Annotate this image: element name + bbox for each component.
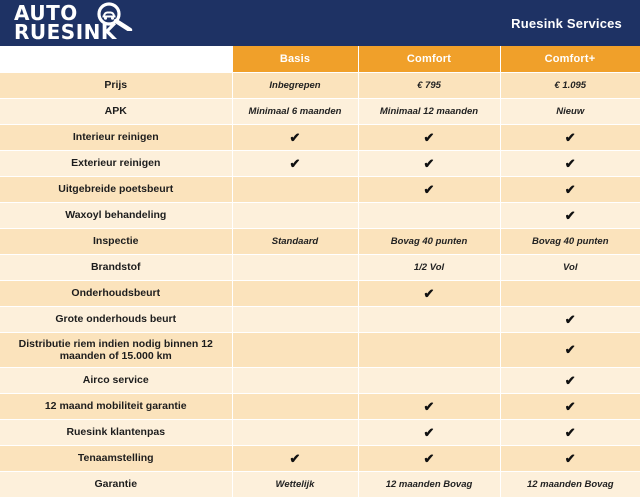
table-row <box>0 368 640 394</box>
table-cell <box>232 99 358 125</box>
row-label-text: Tenaamstelling <box>77 452 154 465</box>
table-cell <box>500 394 640 420</box>
check-icon: ✔ <box>289 129 301 145</box>
page-title: Ruesink Services <box>511 15 622 31</box>
table-row <box>0 333 640 368</box>
cell-value: Wettelijk <box>275 479 315 490</box>
table-cell <box>358 125 500 151</box>
table-cell <box>358 333 500 368</box>
row-label <box>0 333 232 368</box>
table-cell <box>358 229 500 255</box>
row-label <box>0 368 232 394</box>
table-cell <box>500 177 640 203</box>
check-icon: ✔ <box>423 129 435 145</box>
table-cell <box>500 203 640 229</box>
header-cell-comfort: Comfort <box>358 46 500 73</box>
row-label-text: Distributie riem indien nodig binnen 12 maanden of 15.000 km <box>18 337 213 362</box>
table-cell <box>358 368 500 394</box>
table-cell <box>358 307 500 333</box>
table-row <box>0 255 640 281</box>
row-label <box>0 151 232 177</box>
row-label <box>0 125 232 151</box>
table-cell <box>232 333 358 368</box>
table-row <box>0 99 640 125</box>
cell-value: Vol <box>563 262 578 273</box>
check-icon: ✔ <box>423 424 435 440</box>
row-label <box>0 307 232 333</box>
page-header <box>0 0 640 46</box>
cell-value: 12 maanden Bovag <box>526 479 614 490</box>
table-cell <box>500 125 640 151</box>
header-cell-comfort-plus: Comfort+ <box>500 46 640 73</box>
header-cell-blank <box>0 46 232 73</box>
table-row <box>0 203 640 229</box>
cell-value: € 1.095 <box>554 80 587 91</box>
cell-value: 1/2 Vol <box>413 262 445 273</box>
table-cell <box>232 472 358 498</box>
check-icon: ✔ <box>289 450 301 466</box>
table-row <box>0 281 640 307</box>
row-label-text: APK <box>104 105 127 118</box>
table-cell <box>358 446 500 472</box>
table-cell <box>232 229 358 255</box>
table-cell <box>358 394 500 420</box>
table-row <box>0 420 640 446</box>
table-cell <box>358 281 500 307</box>
table-cell <box>500 255 640 281</box>
row-label-text: Garantie <box>94 478 138 491</box>
table-row <box>0 73 640 99</box>
table-cell <box>500 333 640 368</box>
check-icon: ✔ <box>423 398 435 414</box>
table-cell <box>358 151 500 177</box>
check-icon: ✔ <box>564 155 576 171</box>
table-cell <box>232 125 358 151</box>
table-cell <box>500 420 640 446</box>
header-cell-basis: Basis <box>232 46 358 73</box>
table-cell <box>358 177 500 203</box>
table-row <box>0 307 640 333</box>
table-cell <box>232 368 358 394</box>
table-row <box>0 177 640 203</box>
row-label-text: Waxoyl behandeling <box>65 209 167 222</box>
row-label-text: Ruesink klantenpas <box>66 426 166 439</box>
cell-value: Inbegrepen <box>269 80 321 91</box>
magnifier-car-icon <box>90 1 134 31</box>
services-comparison-table <box>0 46 640 498</box>
table-cell <box>500 307 640 333</box>
table-cell <box>232 307 358 333</box>
check-icon: ✔ <box>564 342 576 357</box>
cell-value: Standaard <box>271 236 319 247</box>
table-cell <box>500 368 640 394</box>
table-cell <box>232 177 358 203</box>
cell-value: Bovag 40 punten <box>390 236 468 247</box>
check-icon: ✔ <box>423 450 435 466</box>
row-label <box>0 281 232 307</box>
table-header-row <box>0 46 640 73</box>
row-label <box>0 446 232 472</box>
table-cell <box>232 446 358 472</box>
table-row <box>0 151 640 177</box>
table-cell <box>500 472 640 498</box>
table-cell <box>232 73 358 99</box>
check-icon: ✔ <box>423 155 435 171</box>
table-cell <box>500 73 640 99</box>
cell-value: 12 maanden Bovag <box>385 479 473 490</box>
check-icon: ✔ <box>423 181 435 197</box>
table-cell <box>232 151 358 177</box>
check-icon: ✔ <box>564 372 576 388</box>
row-label-text: Uitgebreide poetsbeurt <box>58 183 174 196</box>
row-label-text: 12 maand mobiliteit garantie <box>44 400 187 413</box>
table-row <box>0 472 640 498</box>
logo-line-2: RUESINK <box>14 20 117 44</box>
table-cell <box>500 446 640 472</box>
table-cell <box>500 99 640 125</box>
check-icon: ✔ <box>564 311 576 327</box>
table-cell <box>500 281 640 307</box>
cell-value: Nieuw <box>556 106 585 117</box>
cell-value: Minimaal 6 maanden <box>248 106 342 117</box>
table-cell <box>232 281 358 307</box>
row-label-text: Brandstof <box>90 261 141 274</box>
row-label <box>0 255 232 281</box>
row-label-text: Airco service <box>82 374 149 387</box>
table-cell <box>232 420 358 446</box>
table-row <box>0 125 640 151</box>
table-cell <box>500 229 640 255</box>
table-cell <box>232 394 358 420</box>
row-label <box>0 177 232 203</box>
cell-value: Minimaal 12 maanden <box>379 106 479 117</box>
table-body <box>0 73 640 498</box>
check-icon: ✔ <box>564 398 576 414</box>
table-cell <box>358 420 500 446</box>
table-cell <box>500 151 640 177</box>
row-label-text: Onderhoudsbeurt <box>71 287 161 300</box>
comparison-table-container <box>0 46 640 498</box>
row-label-text: Interieur reinigen <box>72 131 159 144</box>
row-label <box>0 229 232 255</box>
check-icon: ✔ <box>564 181 576 197</box>
check-icon: ✔ <box>564 207 576 223</box>
table-cell <box>358 73 500 99</box>
table-row <box>0 394 640 420</box>
row-label <box>0 203 232 229</box>
row-label <box>0 99 232 125</box>
row-label-text: Exterieur reinigen <box>71 157 161 170</box>
check-icon: ✔ <box>289 155 301 171</box>
check-icon: ✔ <box>564 129 576 145</box>
table-cell <box>358 472 500 498</box>
table-row <box>0 229 640 255</box>
check-icon: ✔ <box>564 424 576 440</box>
table-cell <box>358 203 500 229</box>
table-cell <box>232 255 358 281</box>
row-label-text: Prijs <box>104 79 128 92</box>
row-label <box>0 420 232 446</box>
brand-logo <box>14 1 117 44</box>
row-label-text: Inspectie <box>92 235 139 248</box>
cell-value: Bovag 40 punten <box>531 236 609 247</box>
row-label-text: Grote onderhouds beurt <box>55 313 177 326</box>
cell-value: € 795 <box>417 80 441 91</box>
table-row <box>0 446 640 472</box>
table-cell <box>358 99 500 125</box>
logo-line-1: AUTO <box>14 1 78 26</box>
row-label <box>0 73 232 99</box>
table-cell <box>358 255 500 281</box>
row-label <box>0 394 232 420</box>
check-icon: ✔ <box>564 450 576 466</box>
table-cell <box>232 203 358 229</box>
check-icon: ✔ <box>423 285 435 301</box>
row-label <box>0 472 232 498</box>
